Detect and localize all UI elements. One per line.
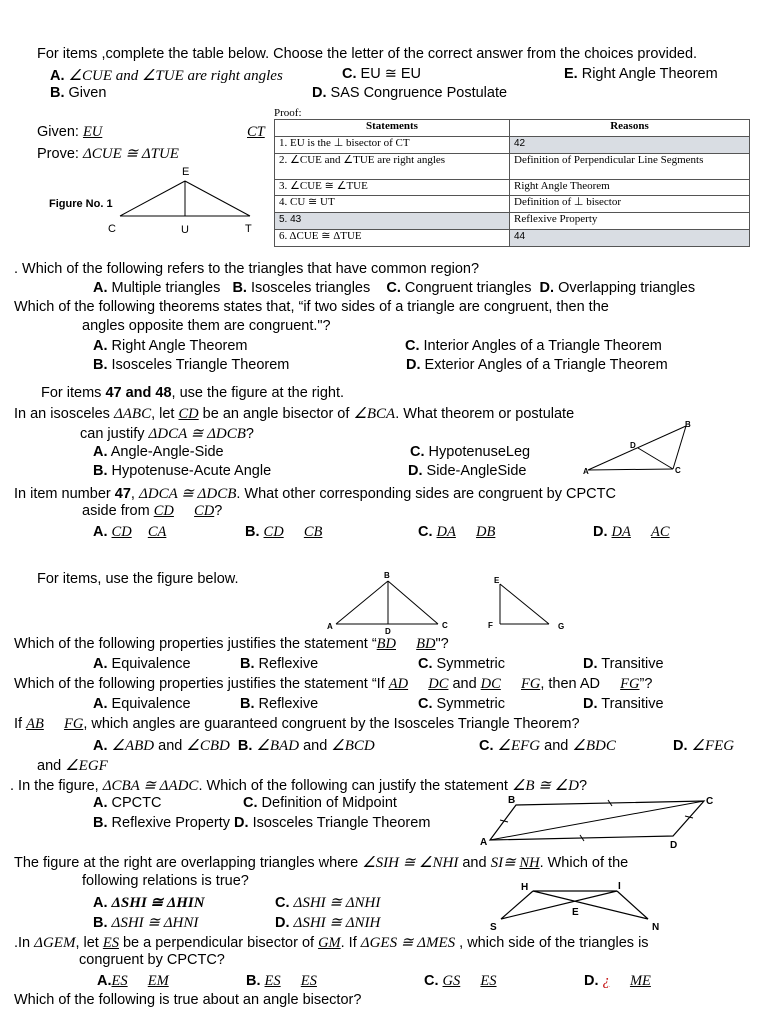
choice-e: E. Right Angle Theorem [564, 66, 718, 82]
point-b-label: B [685, 420, 691, 429]
seg-eg [500, 584, 549, 624]
reason-1-answer-box[interactable]: 42 [510, 137, 750, 154]
q47-choice-c: C. HypotenuseLeg [410, 444, 531, 460]
q48-choice-c: C. DA DB [418, 524, 496, 540]
q50-stem: Which of the following properties justifies the statement “If AD DC and DC FG, then AD FG”? [14, 676, 653, 692]
q54-stem-line2: congruent by CPCTC? [79, 952, 225, 968]
figure-q53 [485, 874, 670, 936]
figure-q47 [578, 415, 698, 477]
q49-choice-a: A. Equivalence [93, 656, 191, 672]
figure-q52 [478, 792, 726, 850]
seg-ab [588, 426, 686, 470]
given-segment-ct: CT [247, 124, 265, 140]
q52-choices-bd: B. Reflexive Property D. Isosceles Triangle Theorem [93, 815, 431, 831]
q47-choice-a: A. Angle-Angle-Side [93, 444, 224, 460]
choice-d: D. SAS Congruence Postulate [312, 85, 508, 101]
q48-choice-a: A. CD CA [93, 524, 167, 540]
proof-row [275, 137, 750, 154]
q53-choice-d: D. ΔSHI ≅ ΔNIH [275, 915, 381, 931]
point-a-label: A [327, 622, 333, 631]
q52-choice-c: C. Definition of Midpoint [243, 795, 397, 811]
reason-2: Definition of Perpendicular Line Segments [510, 154, 750, 180]
prove-line: Prove: ΔCUE ≅ ΔTUE [37, 146, 179, 162]
reasons-header: Reasons [510, 120, 750, 137]
q45-choices: A. Multiple triangles B. Isosceles triangles C. Congruent triangles D. Overlapping triangles [93, 280, 696, 296]
q51-choice-d-cont: and ∠EGF [37, 758, 108, 774]
proof-row [275, 180, 750, 196]
point-s-label: S [490, 922, 497, 933]
statement-4: 4. CU ≅ UT [275, 196, 510, 213]
point-g-label: G [558, 622, 565, 631]
figure-1-label: Figure No. 1 [49, 198, 113, 210]
q53-stem-line2: following relations is true? [82, 873, 249, 889]
seg-is [501, 891, 617, 919]
proof-table [274, 107, 750, 247]
q54-choice-d: D. ¿ ME [584, 973, 651, 989]
choice-c: C. EU ≅ EU [342, 66, 422, 82]
q46-stem-line1: Which of the following theorems states that, “if two sides of a triangle are congruent, then the [14, 299, 609, 315]
point-u-label: U [181, 224, 189, 236]
q47-stem-line2: can justify ΔDCA ≅ ΔDCB? [80, 426, 254, 442]
point-c-label: C [108, 223, 116, 235]
point-i-label: I [618, 881, 621, 892]
q47-choice-d: D. Side-AngleSide [408, 463, 527, 479]
figure-1 [40, 160, 270, 240]
q47-48-intro: For items 47 and 48, use the figure at the right. [41, 385, 345, 401]
q49-choice-c: C. Symmetric [418, 656, 506, 672]
q52-choice-a: A. CPCTC [93, 795, 162, 811]
seg-cd [638, 448, 673, 469]
proof-row [275, 154, 750, 180]
q51-choices: A. ∠ABD and ∠CBD B. ∠BAD and ∠BCD [93, 738, 375, 754]
proof-row [275, 196, 750, 213]
choice-b: B. Given [50, 85, 107, 101]
seg-et [185, 181, 250, 216]
seg-hn [533, 891, 648, 919]
point-n-label: N [652, 922, 660, 933]
q51-stem: If AB FG, which angles are guaranteed congruent by the Isosceles Triangle Theorem? [14, 716, 580, 732]
figure-2 [320, 567, 580, 635]
q49-stem: Which of the following properties justifies the statement “BD BD"? [14, 636, 449, 652]
proof-row [275, 213, 750, 230]
point-c-label: C [706, 796, 714, 807]
q50-choice-b: B. Reflexive [240, 696, 319, 712]
q46-choice-c: C. Interior Angles of a Triangle Theorem [405, 338, 662, 354]
reason-3: Right Angle Theorem [510, 180, 750, 196]
q53-stem-line1: The figure at the right are overlapping triangles where ∠SIH ≅ ∠NHI and SI≅ NH. Which of the [14, 855, 629, 871]
statement-2: 2. ∠CUE and ∠TUE are right angles [275, 154, 510, 180]
proof-title: Proof: [274, 107, 302, 119]
q54-choice-c: C. GS ES [424, 973, 497, 989]
q49-choice-d: D. Transitive [583, 656, 664, 672]
q54-choice-a: A.ES EM [97, 973, 169, 989]
q53-choice-b: B. ΔSHI ≅ ΔHNI [93, 915, 199, 931]
reason-6-answer-box[interactable]: 44 [510, 230, 750, 247]
point-d-label: D [630, 441, 636, 450]
point-c-label: C [675, 466, 681, 475]
point-a-label: A [583, 467, 589, 476]
point-d-label: D [385, 627, 391, 635]
point-f-label: F [488, 621, 493, 630]
proof-row [275, 230, 750, 247]
point-b-label: B [384, 571, 390, 580]
q54-choice-b: B. ES ES [246, 973, 317, 989]
point-e-label: E [572, 907, 579, 918]
seg-bc [388, 581, 438, 624]
q51-choice-c: C. ∠EFG and ∠BDC [479, 738, 616, 754]
reason-5: Reflexive Property [510, 213, 750, 230]
choice-a: A. ∠CUE and ∠TUE are right angles [50, 68, 283, 84]
given-line: Given: EU [37, 124, 103, 140]
instruction: For items ,complete the table below. Choose the letter of the correct answer from the choices provided. [37, 46, 698, 62]
q47-choice-b: B. Hypotenuse-Acute Angle [93, 463, 272, 479]
seg-ab [336, 581, 388, 624]
q53-choice-c: C. ΔSHI ≅ ΔNHI [275, 895, 381, 911]
q50-choice-c: C. Symmetric [418, 696, 506, 712]
point-d-label: D [670, 840, 678, 850]
q55-stem: Which of the following is true about an angle bisector? [14, 992, 362, 1008]
q46-choice-a: A. Right Angle Theorem [93, 338, 248, 354]
q50-choice-a: A. Equivalence [93, 696, 191, 712]
statement-1: 1. EU is the ⊥ bisector of CT [275, 137, 510, 154]
q52-stem: . In the figure, ΔCBA ≅ ΔADC. Which of the following can justify the statement ∠B ≅ ∠D? [10, 778, 588, 794]
reason-4: Definition of ⊥ bisector [510, 196, 750, 213]
seg-bc [673, 426, 686, 469]
point-e-label: E [182, 166, 190, 178]
q48-choice-d: D. DA AC [593, 524, 670, 540]
q45-stem: . Which of the following refers to the triangles that have common region? [14, 261, 480, 277]
figure-intro: For items, use the figure below. [37, 571, 239, 587]
q50-choice-d: D. Transitive [583, 696, 664, 712]
statement-6: 6. ΔCUE ≅ ΔTUE [275, 230, 510, 247]
q46-choice-d: D. Exterior Angles of a Triangle Theorem [406, 357, 668, 373]
q53-choice-a: A. ΔSHI ≅ ΔHIN [93, 895, 205, 911]
seg-ce [120, 181, 185, 216]
q47-stem-line1: In an isosceles ΔABC, let CD be an angle bisector of ∠BCA. What theorem or postulate [14, 406, 575, 422]
statements-header: Statements [275, 120, 510, 137]
point-e-label: E [494, 576, 500, 585]
point-a-label: A [480, 837, 488, 848]
point-h-label: H [521, 882, 529, 893]
q46-choice-b: B. Isosceles Triangle Theorem [93, 357, 290, 373]
diagonal-ac [490, 801, 704, 840]
q46-stem-line2: angles opposite them are congruent."? [82, 318, 331, 334]
statement-3: 3. ∠CUE ≅ ∠TUE [275, 180, 510, 196]
point-b-label: B [508, 795, 516, 806]
q48-stem-line1: In item number 47, ΔDCA ≅ ΔDCB. What other corresponding sides are congruent by CPCTC [14, 486, 616, 502]
q49-choice-b: B. Reflexive [240, 656, 319, 672]
seg-ac [588, 469, 673, 470]
q48-stem-line2: aside from CD CD? [82, 503, 223, 519]
statement-5-answer-box[interactable]: 5. 43 [275, 213, 510, 230]
q48-choice-b: B. CD CB [245, 524, 323, 540]
q51-choice-d: D. ∠FEG [673, 738, 735, 754]
point-t-label: T [245, 223, 252, 235]
point-c-label: C [442, 621, 448, 630]
q54-stem-line1: .In ΔGEM, let ES be a perpendicular bisector of GM. If ΔGES ≅ ΔMES , which side of the triangles is [14, 935, 649, 951]
